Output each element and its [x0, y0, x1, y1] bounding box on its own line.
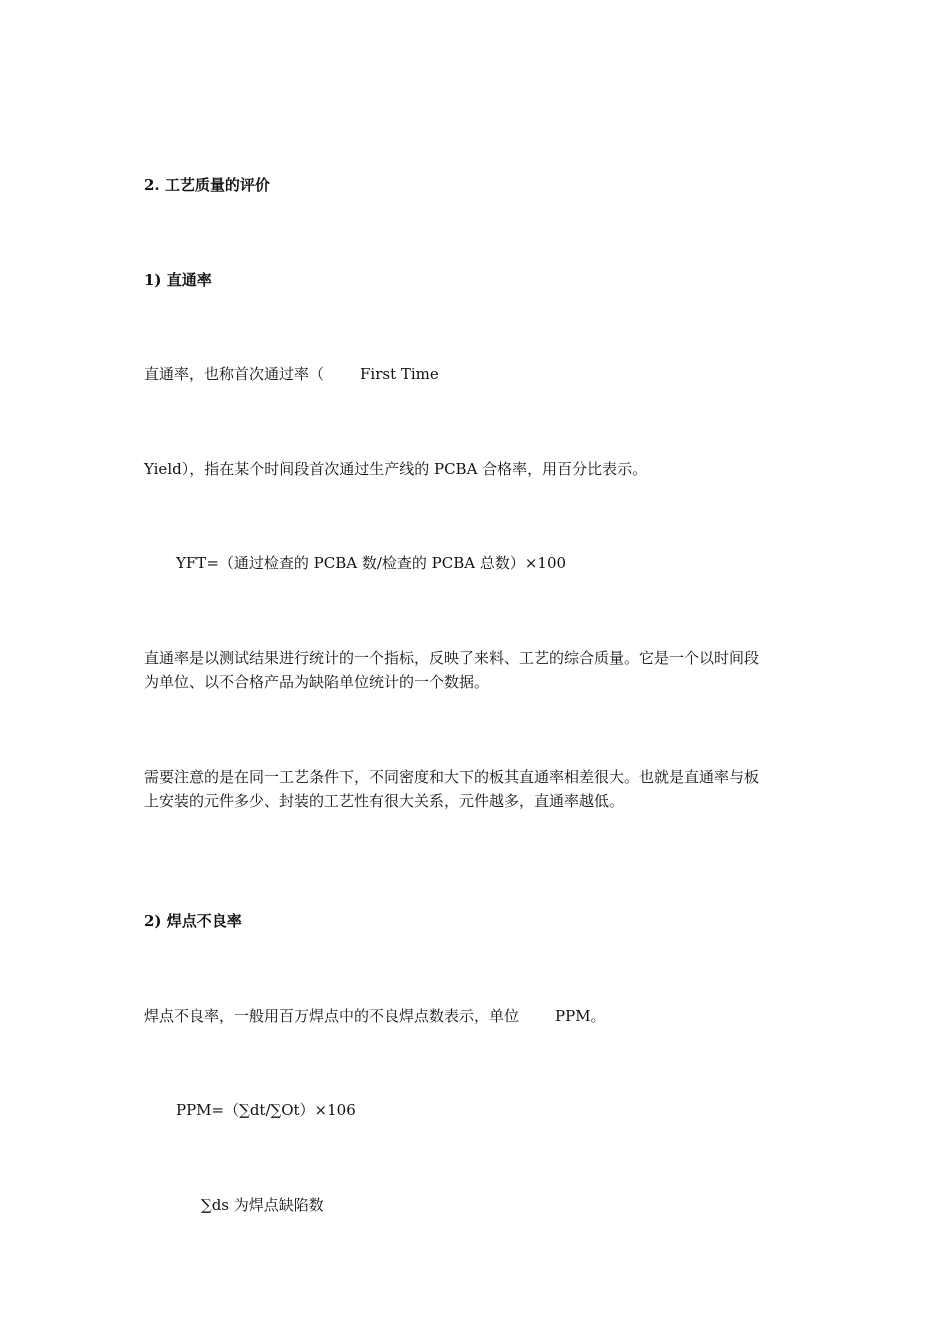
formula-ppm: PPM=（∑dt/∑Ot）×106 [176, 1101, 356, 1119]
definition-ds: ∑ds 为焊点缺陷数 [201, 1196, 324, 1214]
paragraph-text-english: First Time [360, 365, 439, 383]
subsection-title-yield: 1) 直通率 [144, 271, 212, 289]
paragraph-line: 上安装的元件多少、封装的工艺性有很大关系，元件越多，直通率越低。 [144, 792, 625, 810]
paragraph-yield-note [144, 765, 804, 813]
paragraph-text-unit: PPM。 [555, 1007, 606, 1025]
paragraph-line: 需要注意的是在同一工艺条件下，不同密度和大下的板其直通率相差很大。也就是直通率与板 [144, 768, 760, 786]
paragraph-text: 焊点不良率，一般用百万焊点中的不良焊点数表示，单位 [144, 1007, 520, 1025]
paragraph-line: 为单位、以不合格产品为缺陷单位统计的一个数据。 [144, 673, 490, 691]
formula-yft: YFT=（通过检查的 PCBA 数/检查的 PCBA 总数）×100 [176, 554, 567, 572]
section-title: 2. 工艺质量的评价 [144, 176, 270, 194]
paragraph-yield-indicator [144, 646, 804, 694]
paragraph-yield-continued: Yield），指在某个时间段首次通过生产线的 PCBA 合格率，用百分比表示。 [144, 460, 648, 478]
paragraph-yield-definition [144, 362, 439, 386]
subsection-title-defect-rate: 2) 焊点不良率 [144, 912, 242, 930]
paragraph-defect-definition [144, 1004, 606, 1028]
paragraph-text: 直通率，也称首次通过率（ [144, 365, 325, 383]
paragraph-line: 直通率是以测试结果进行统计的一个指标，反映了来料、工艺的综合质量。它是一个以时间段 [144, 649, 760, 667]
